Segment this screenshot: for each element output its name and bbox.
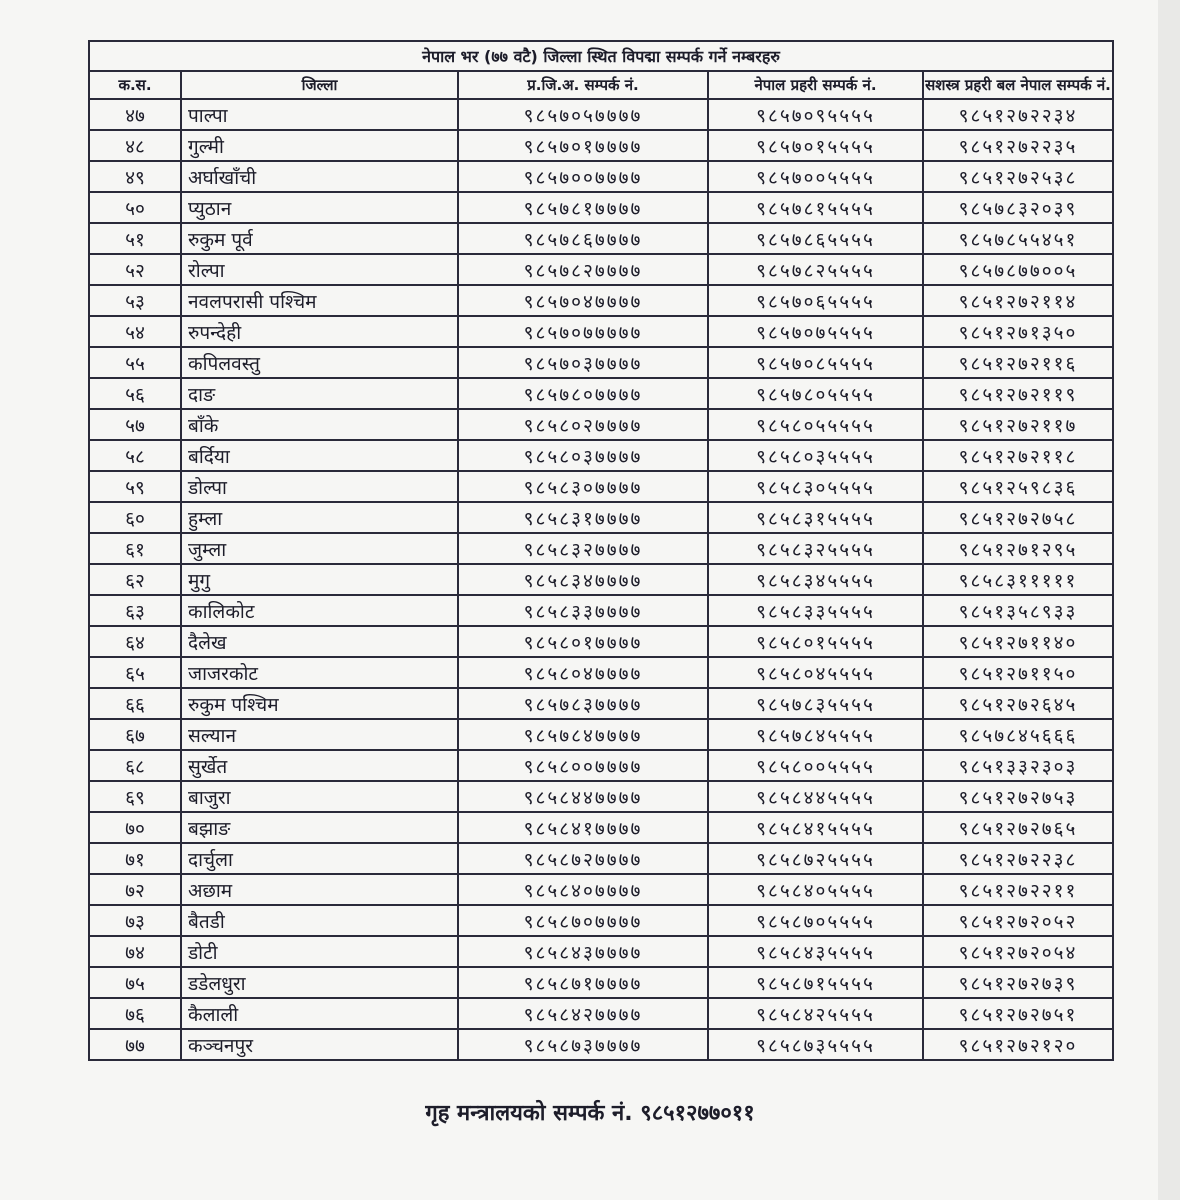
serial-number-cell: ५१ [89, 223, 181, 254]
serial-number-cell: ७५ [89, 967, 181, 998]
police-number-cell: ९८५८४२५५५५ [708, 998, 923, 1029]
police-number-cell: ९८५८३२५५५५ [708, 533, 923, 564]
table-row [89, 626, 1113, 657]
district-cell: डोल्पा [181, 471, 458, 502]
header-sn: क.स. [89, 71, 181, 99]
police-number-cell: ९८५७८१५५५५ [708, 192, 923, 223]
district-cell: बाजुरा [181, 781, 458, 812]
serial-number-cell: ५६ [89, 378, 181, 409]
district-cell: कालिकोट [181, 595, 458, 626]
apf-number-cell: ९८५१२७२२३४ [923, 99, 1113, 130]
apf-number-cell: ९८५१२७२११७ [923, 409, 1113, 440]
table-row [89, 533, 1113, 564]
header-district: जिल्ला [181, 71, 458, 99]
cdo-number-cell: ९८५७८१७७७७ [458, 192, 708, 223]
police-number-cell: ९८५८४१५५५५ [708, 812, 923, 843]
apf-number-cell: ९८५१२७२२३५ [923, 130, 1113, 161]
table-row [89, 688, 1113, 719]
police-number-cell: ९८५८०१५५५५ [708, 626, 923, 657]
serial-number-cell: ६५ [89, 657, 181, 688]
police-number-cell: ९८५७८०५५५५ [708, 378, 923, 409]
table-row [89, 192, 1113, 223]
table-row [89, 1029, 1113, 1060]
table-row [89, 378, 1113, 409]
cdo-number-cell: ९८५७८२७७७७ [458, 254, 708, 285]
police-number-cell: ९८५७८२५५५५ [708, 254, 923, 285]
apf-number-cell: ९८५१२७१३५० [923, 316, 1113, 347]
table-row [89, 502, 1113, 533]
apf-number-cell: ९८५१३३२३०३ [923, 750, 1113, 781]
header-police-contact: नेपाल प्रहरी सम्पर्क नं. [708, 71, 923, 99]
apf-number-cell: ९८५१२७२०५२ [923, 905, 1113, 936]
table-row [89, 843, 1113, 874]
serial-number-cell: ६४ [89, 626, 181, 657]
table-row [89, 161, 1113, 192]
cdo-number-cell: ९८५७०४७७७७ [458, 285, 708, 316]
serial-number-cell: ५२ [89, 254, 181, 285]
table-row [89, 316, 1113, 347]
cdo-number-cell: ९८५७००७७७७ [458, 161, 708, 192]
district-cell: नवलपरासी पश्चिम [181, 285, 458, 316]
apf-number-cell: ९८५१२७२७५३ [923, 781, 1113, 812]
contact-sheet [88, 40, 1112, 1061]
apf-number-cell: ९८५१२७१२९५ [923, 533, 1113, 564]
district-cell: दार्चुला [181, 843, 458, 874]
district-cell: डडेलधुरा [181, 967, 458, 998]
serial-number-cell: ६१ [89, 533, 181, 564]
apf-number-cell: ९८५१२७२७३९ [923, 967, 1113, 998]
district-cell: दाङ [181, 378, 458, 409]
cdo-number-cell: ९८५८७२७७७७ [458, 843, 708, 874]
serial-number-cell: ६८ [89, 750, 181, 781]
cdo-number-cell: ९८५७०१७७७७ [458, 130, 708, 161]
district-cell: कैलाली [181, 998, 458, 1029]
table-row [89, 936, 1113, 967]
serial-number-cell: ४७ [89, 99, 181, 130]
police-number-cell: ९८५८४०५५५५ [708, 874, 923, 905]
cdo-number-cell: ९८५८४१७७७७ [458, 812, 708, 843]
page-edge [1158, 0, 1180, 1200]
header-cdo-contact: प्र.जि.अ. सम्पर्क नं. [458, 71, 708, 99]
apf-number-cell: ९८५१२७२५३८ [923, 161, 1113, 192]
cdo-number-cell: ९८५८०३७७७७ [458, 440, 708, 471]
cdo-number-cell: ९८५७८६७७७७ [458, 223, 708, 254]
apf-number-cell: ९८५१२७२०५४ [923, 936, 1113, 967]
district-cell: दैलेख [181, 626, 458, 657]
district-cell: बाँके [181, 409, 458, 440]
table-row [89, 99, 1113, 130]
police-number-cell: ९८५८०३५५५५ [708, 440, 923, 471]
district-cell: अछाम [181, 874, 458, 905]
police-number-cell: ९८५८३४५५५५ [708, 564, 923, 595]
table-row [89, 471, 1113, 502]
apf-number-cell: ९८५७८५५४५१ [923, 223, 1113, 254]
header-apf-contact: सशस्त्र प्रहरी बल नेपाल सम्पर्क नं. [923, 71, 1113, 99]
apf-number-cell: ९८५१२७२७५८ [923, 502, 1113, 533]
serial-number-cell: ५३ [89, 285, 181, 316]
table-body [89, 99, 1113, 1060]
cdo-number-cell: ९८५८४३७७७७ [458, 936, 708, 967]
table-row [89, 595, 1113, 626]
table-row [89, 347, 1113, 378]
district-cell: रोल्पा [181, 254, 458, 285]
district-cell: रुपन्देही [181, 316, 458, 347]
serial-number-cell: ५० [89, 192, 181, 223]
header-row [89, 71, 1113, 99]
serial-number-cell: ४९ [89, 161, 181, 192]
serial-number-cell: ४८ [89, 130, 181, 161]
table-row [89, 440, 1113, 471]
table-row [89, 874, 1113, 905]
police-number-cell: ९८५८७१५५५५ [708, 967, 923, 998]
apf-number-cell: ९८५१३५८९३३ [923, 595, 1113, 626]
police-number-cell: ९८५८३१५५५५ [708, 502, 923, 533]
police-number-cell: ९८५७८४५५५५ [708, 719, 923, 750]
district-cell: जुम्ला [181, 533, 458, 564]
cdo-number-cell: ९८५८३०७७७७ [458, 471, 708, 502]
cdo-number-cell: ९८५८००७७७७ [458, 750, 708, 781]
district-cell: बैतडी [181, 905, 458, 936]
table-row [89, 998, 1113, 1029]
apf-number-cell: ९८५१२७२११९ [923, 378, 1113, 409]
district-cell: जाजरकोट [181, 657, 458, 688]
cdo-number-cell: ९८५८७१७७७७ [458, 967, 708, 998]
serial-number-cell: ७२ [89, 874, 181, 905]
serial-number-cell: ५९ [89, 471, 181, 502]
serial-number-cell: ६७ [89, 719, 181, 750]
cdo-number-cell: ९८५८०४७७७७ [458, 657, 708, 688]
district-cell: हुम्ला [181, 502, 458, 533]
cdo-number-cell: ९८५७८४७७७७ [458, 719, 708, 750]
serial-number-cell: ७४ [89, 936, 181, 967]
police-number-cell: ९८५८३३५५५५ [708, 595, 923, 626]
district-cell: रुकुम पूर्व [181, 223, 458, 254]
cdo-number-cell: ९८५७८३७७७७ [458, 688, 708, 719]
serial-number-cell: ७१ [89, 843, 181, 874]
district-cell: अर्घाखाँची [181, 161, 458, 192]
apf-number-cell: ९८५१२७२११६ [923, 347, 1113, 378]
table-row [89, 750, 1113, 781]
district-cell: सुर्खेत [181, 750, 458, 781]
serial-number-cell: ६९ [89, 781, 181, 812]
apf-number-cell: ९८५१२७२११४ [923, 285, 1113, 316]
district-cell: सल्यान [181, 719, 458, 750]
home-ministry-contact: गृह मन्त्रालयको सम्पर्क नं. ९८५१२७७०११ [425, 1101, 755, 1126]
serial-number-cell: ५४ [89, 316, 181, 347]
table-row [89, 564, 1113, 595]
police-number-cell: ९८५८००५५५५ [708, 750, 923, 781]
table-row [89, 130, 1113, 161]
table-row [89, 409, 1113, 440]
serial-number-cell: ६२ [89, 564, 181, 595]
serial-number-cell: ७६ [89, 998, 181, 1029]
police-number-cell: ९८५८४३५५५५ [708, 936, 923, 967]
police-number-cell: ९८५८४४५५५५ [708, 781, 923, 812]
serial-number-cell: ५८ [89, 440, 181, 471]
cdo-number-cell: ९८५७८०७७७७ [458, 378, 708, 409]
apf-number-cell: ९८५१२७११५० [923, 657, 1113, 688]
apf-number-cell: ९८५८३१११११ [923, 564, 1113, 595]
cdo-number-cell: ९८५८७०७७७७ [458, 905, 708, 936]
apf-number-cell: ९८५१२७२२३८ [923, 843, 1113, 874]
cdo-number-cell: ९८५८४४७७७७ [458, 781, 708, 812]
table-row [89, 812, 1113, 843]
apf-number-cell: ९८५१२५९८३६ [923, 471, 1113, 502]
district-cell: रुकुम पश्चिम [181, 688, 458, 719]
police-number-cell: ९८५७८६५५५५ [708, 223, 923, 254]
apf-number-cell: ९८५१२७२११८ [923, 440, 1113, 471]
cdo-number-cell: ९८५७०३७७७७ [458, 347, 708, 378]
cdo-number-cell: ९८५८०२७७७७ [458, 409, 708, 440]
serial-number-cell: ६३ [89, 595, 181, 626]
table-row [89, 285, 1113, 316]
cdo-number-cell: ९८५८७३७७७७ [458, 1029, 708, 1060]
title-row [89, 41, 1113, 71]
district-cell: बर्दिया [181, 440, 458, 471]
police-number-cell: ९८५७०८५५५५ [708, 347, 923, 378]
district-cell: बझाङ [181, 812, 458, 843]
cdo-number-cell: ९८५८४०७७७७ [458, 874, 708, 905]
apf-number-cell: ९८५१२७२१२० [923, 1029, 1113, 1060]
police-number-cell: ९८५८७२५५५५ [708, 843, 923, 874]
table-row [89, 781, 1113, 812]
table-row [89, 719, 1113, 750]
cdo-number-cell: ९८५८०१७७७७ [458, 626, 708, 657]
police-number-cell: ९८५७०१५५५५ [708, 130, 923, 161]
serial-number-cell: ५५ [89, 347, 181, 378]
district-cell: गुल्मी [181, 130, 458, 161]
serial-number-cell: ६० [89, 502, 181, 533]
police-number-cell: ९८५७८३५५५५ [708, 688, 923, 719]
cdo-number-cell: ९८५८३३७७७७ [458, 595, 708, 626]
cdo-number-cell: ९८५८३२७७७७ [458, 533, 708, 564]
district-cell: डोटी [181, 936, 458, 967]
district-cell: कञ्चनपुर [181, 1029, 458, 1060]
table-row [89, 657, 1113, 688]
apf-number-cell: ९८५१२७२२११ [923, 874, 1113, 905]
apf-number-cell: ९८५१२७२६४५ [923, 688, 1113, 719]
police-number-cell: ९८५८०४५५५५ [708, 657, 923, 688]
police-number-cell: ९८५८०५५५५५ [708, 409, 923, 440]
cdo-number-cell: ९८५७०७७७७७ [458, 316, 708, 347]
contact-table [88, 40, 1114, 1061]
table-row [89, 254, 1113, 285]
serial-number-cell: ७३ [89, 905, 181, 936]
police-number-cell: ९८५७००५५५५ [708, 161, 923, 192]
police-number-cell: ९८५७०६५५५५ [708, 285, 923, 316]
cdo-number-cell: ९८५७०५७७७७ [458, 99, 708, 130]
police-number-cell: ९८५८३०५५५५ [708, 471, 923, 502]
district-cell: कपिलवस्तु [181, 347, 458, 378]
apf-number-cell: ९८५७८४५६६६ [923, 719, 1113, 750]
table-title: नेपाल भर (७७ वटै) जिल्ला स्थित विपद्मा सम्पर्क गर्ने नम्बरहरु [89, 41, 1113, 71]
police-number-cell: ९८५७०९५५५५ [708, 99, 923, 130]
apf-number-cell: ९८५१२७११४० [923, 626, 1113, 657]
serial-number-cell: ७० [89, 812, 181, 843]
district-cell: पाल्पा [181, 99, 458, 130]
serial-number-cell: ५७ [89, 409, 181, 440]
police-number-cell: ९८५८७३५५५५ [708, 1029, 923, 1060]
serial-number-cell: ६६ [89, 688, 181, 719]
table-row [89, 223, 1113, 254]
police-number-cell: ९८५७०७५५५५ [708, 316, 923, 347]
apf-number-cell: ९८५१२७२७५१ [923, 998, 1113, 1029]
cdo-number-cell: ९८५८३१७७७७ [458, 502, 708, 533]
cdo-number-cell: ९८५८३४७७७७ [458, 564, 708, 595]
apf-number-cell: ९८५१२७२७६५ [923, 812, 1113, 843]
table-row [89, 905, 1113, 936]
apf-number-cell: ९८५७८३२०३९ [923, 192, 1113, 223]
district-cell: मुगु [181, 564, 458, 595]
police-number-cell: ९८५८७०५५५५ [708, 905, 923, 936]
district-cell: प्युठान [181, 192, 458, 223]
serial-number-cell: ७७ [89, 1029, 181, 1060]
table-row [89, 967, 1113, 998]
cdo-number-cell: ९८५८४२७७७७ [458, 998, 708, 1029]
apf-number-cell: ९८५७८७७००५ [923, 254, 1113, 285]
